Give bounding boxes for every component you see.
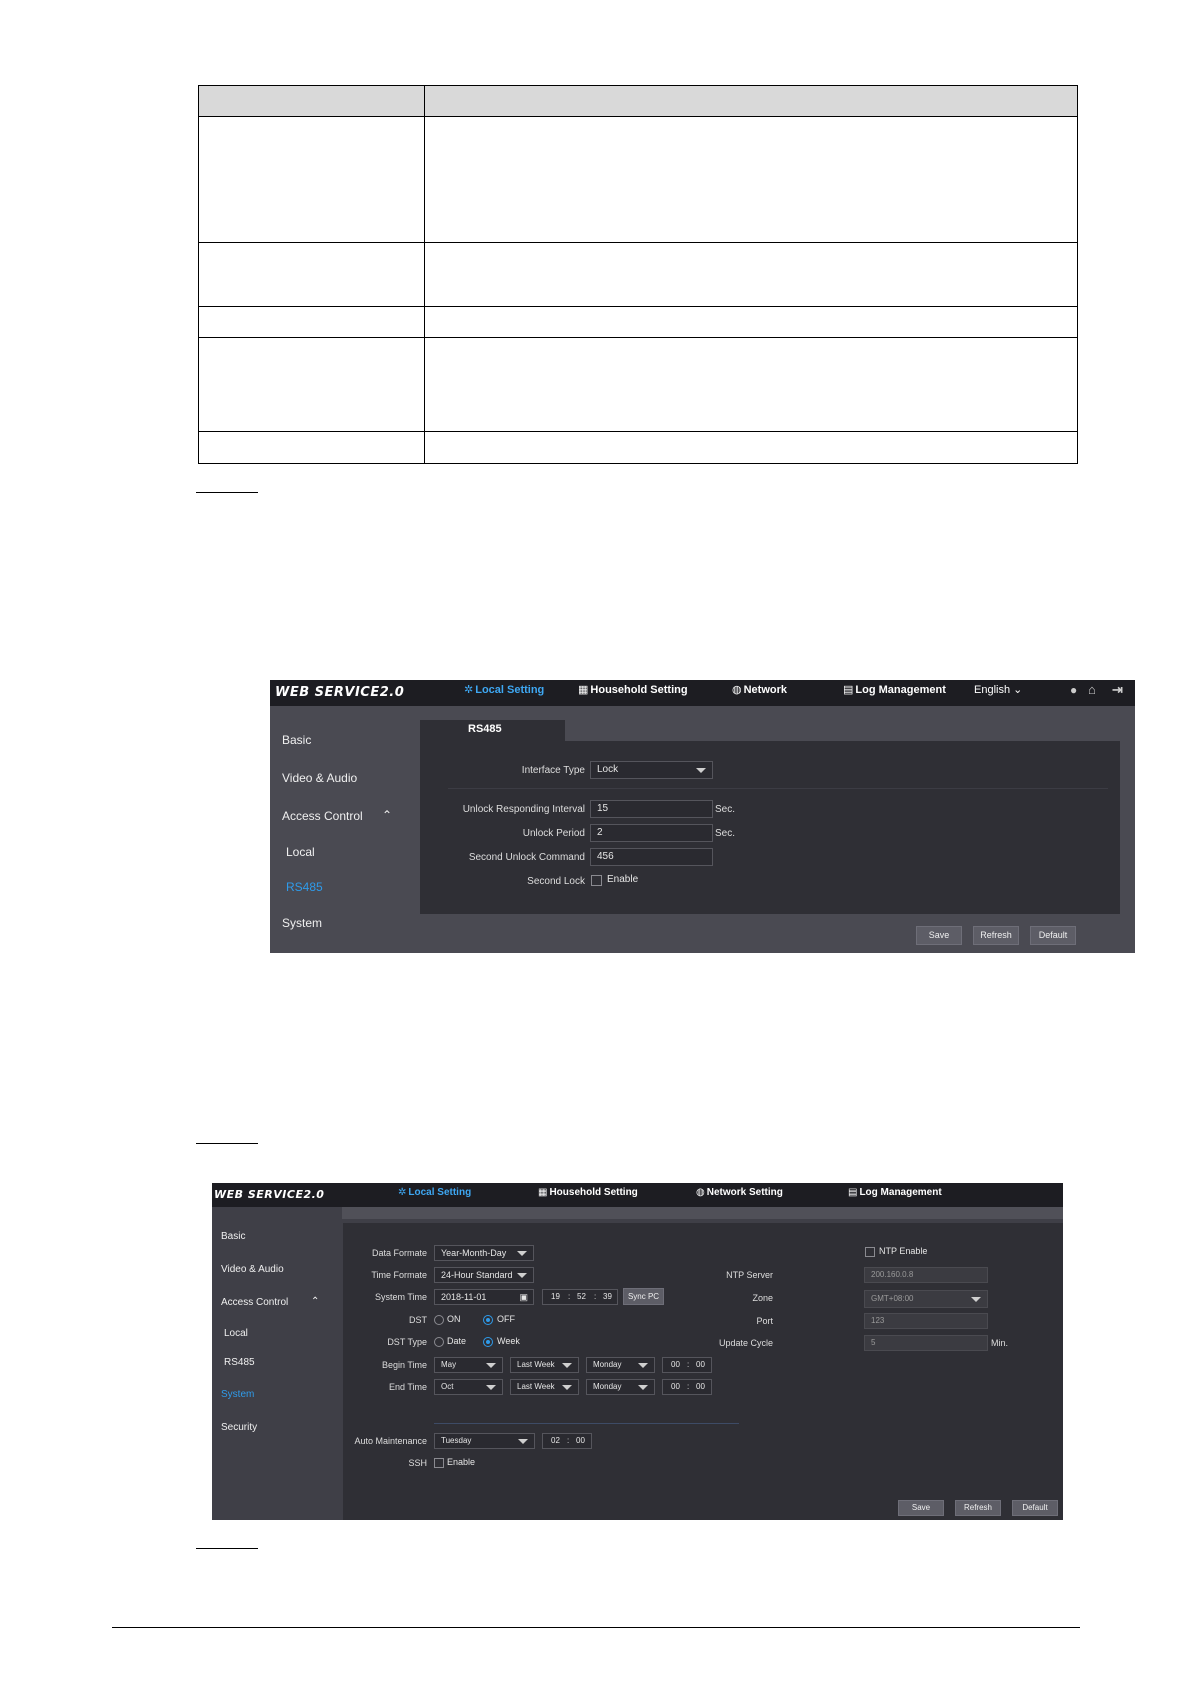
time-format-label: Time Formate <box>371 1270 427 1280</box>
save-button[interactable]: Save <box>898 1500 944 1516</box>
dropdown-caret-icon <box>971 1297 981 1302</box>
sidebar-item-video-audio[interactable]: Video & Audio <box>221 1264 284 1275</box>
unlock-period-input[interactable]: 2 <box>590 824 713 842</box>
sidebar-item-rs485[interactable]: RS485 <box>286 880 323 894</box>
end-time-input[interactable]: 00 : 00 <box>662 1379 712 1395</box>
building-icon: ▦ <box>578 684 589 696</box>
dst-off-label: OFF <box>497 1314 515 1324</box>
tab-rs485[interactable]: RS485 <box>420 720 565 742</box>
update-cycle-unit: Min. <box>991 1338 1009 1348</box>
sidebar-item-access-control[interactable]: Access Control <box>282 809 363 823</box>
second-lock-enable-label: Enable <box>607 874 639 885</box>
dropdown-caret-icon <box>518 1439 528 1444</box>
unlock-interval-input[interactable]: 15 <box>590 800 713 818</box>
second-unlock-command-label: Second Unlock Command <box>468 852 585 863</box>
dropdown-caret-icon <box>638 1363 648 1368</box>
ssh-label: SSH <box>408 1458 427 1468</box>
sidebar-item-local[interactable]: Local <box>286 845 315 859</box>
dst-on-radio[interactable] <box>434 1315 444 1325</box>
dropdown-caret-icon <box>696 768 706 773</box>
auto-maintenance-select[interactable]: Tuesday <box>434 1433 535 1449</box>
end-week-select[interactable]: Last Week <box>510 1379 579 1395</box>
dropdown-caret-icon <box>486 1363 496 1368</box>
system-screenshot <box>212 1183 1063 1520</box>
nav-household-setting[interactable]: ▦ Household Setting <box>578 680 688 700</box>
log-icon: ▤ <box>843 684 854 696</box>
dst-off-radio[interactable] <box>483 1315 493 1325</box>
nav-local-setting[interactable]: ✲ Local Setting <box>464 680 544 700</box>
dst-type-label: DST Type <box>387 1337 427 1347</box>
default-button[interactable]: Default <box>1012 1500 1058 1516</box>
sidebar-item-video-audio[interactable]: Video & Audio <box>282 771 358 785</box>
top-nav-bar <box>270 680 1135 706</box>
sub-header-strip <box>342 1207 1063 1219</box>
chevron-up-icon[interactable]: ⌃ <box>382 808 393 822</box>
refresh-button[interactable]: Refresh <box>973 926 1019 945</box>
maintenance-time-input[interactable]: 02 : 00 <box>542 1433 592 1449</box>
second-unlock-command-input[interactable]: 456 <box>590 848 713 866</box>
end-day-select[interactable]: Monday <box>586 1379 655 1395</box>
nav-log-management[interactable]: ▤ Log Management <box>848 1183 942 1203</box>
top-nav-bar <box>212 1183 1063 1207</box>
chevron-down-icon: ⌄ <box>1013 684 1023 696</box>
gear-icon: ✲ <box>398 1187 407 1198</box>
section-divider <box>448 788 1108 789</box>
dropdown-caret-icon <box>562 1385 572 1390</box>
table-header-row <box>199 86 1078 117</box>
table-row <box>199 338 1078 432</box>
nav-network-setting[interactable]: ◍ Network Setting <box>696 1183 783 1203</box>
section-divider <box>434 1423 739 1424</box>
ntp-server-label: NTP Server <box>726 1270 773 1280</box>
logout-icon[interactable]: ⇥ <box>1112 682 1123 697</box>
dst-label: DST <box>409 1315 427 1325</box>
port-label: Port <box>756 1316 773 1326</box>
sidebar-item-rs485[interactable]: RS485 <box>224 1357 255 1368</box>
dst-type-week-radio[interactable] <box>483 1337 493 1347</box>
dst-type-date-radio[interactable] <box>434 1337 444 1347</box>
rs485-screenshot <box>270 680 1135 953</box>
unlock-interval-unit: Sec. <box>715 804 736 815</box>
sidebar-item-basic[interactable]: Basic <box>221 1231 246 1242</box>
update-cycle-input[interactable]: 5 <box>864 1335 988 1351</box>
building-icon: ▦ <box>538 1187 548 1198</box>
table-row <box>199 432 1078 464</box>
app-logo: WEB SERVICE2.0 <box>214 1188 325 1201</box>
sidebar-item-security[interactable]: Security <box>221 1422 258 1433</box>
default-button[interactable]: Default <box>1030 926 1076 945</box>
system-date-input[interactable]: 2018-11-01 ▣ <box>434 1289 534 1305</box>
dropdown-caret-icon <box>517 1273 527 1278</box>
interface-type-label: Interface Type <box>521 765 585 776</box>
dropdown-caret-icon <box>517 1251 527 1256</box>
log-icon: ▤ <box>848 1187 858 1198</box>
sidebar-item-system[interactable]: System <box>221 1389 255 1400</box>
sync-pc-button[interactable]: Sync PC <box>623 1288 664 1305</box>
nav-network[interactable]: ◍ Network <box>732 680 787 700</box>
port-input[interactable]: 123 <box>864 1313 988 1329</box>
calendar-icon[interactable]: ▣ <box>519 1292 528 1302</box>
begin-month-select[interactable]: May <box>434 1357 503 1373</box>
dropdown-caret-icon <box>486 1385 496 1390</box>
nav-household-setting[interactable]: ▦ Household Setting <box>538 1183 638 1203</box>
zone-select[interactable]: GMT+08:00 <box>864 1290 988 1308</box>
ssh-checkbox[interactable] <box>434 1458 444 1468</box>
interface-type-select[interactable]: Lock <box>590 761 713 779</box>
home-icon[interactable]: ⌂ <box>1088 682 1096 697</box>
system-time-label: System Time <box>374 1292 427 1302</box>
refresh-button[interactable]: Refresh <box>955 1500 1001 1516</box>
user-icon[interactable]: ● <box>1070 683 1078 697</box>
begin-day-select[interactable]: Monday <box>586 1357 655 1373</box>
gear-icon: ✲ <box>464 684 474 696</box>
end-time-label: End Time <box>388 1382 427 1392</box>
step-marker-rule <box>196 1548 258 1549</box>
time-format-select[interactable]: 24-Hour Standard <box>434 1267 534 1283</box>
data-format-select[interactable]: Year-Month-Day <box>434 1245 534 1261</box>
second-lock-checkbox[interactable] <box>591 875 602 886</box>
ntp-enable-label: NTP Enable <box>879 1246 928 1256</box>
globe-icon: ◍ <box>732 684 742 696</box>
sidebar-item-local[interactable]: Local <box>224 1328 248 1339</box>
dst-type-week-label: Week <box>497 1336 520 1346</box>
table-row <box>199 307 1078 338</box>
dst-on-label: ON <box>447 1314 461 1324</box>
table-row <box>199 117 1078 243</box>
nav-log-management[interactable]: ▤ Log Management <box>843 680 946 700</box>
begin-time-label: Begin Time <box>381 1360 427 1370</box>
globe-icon: ◍ <box>696 1187 705 1198</box>
dst-type-date-label: Date <box>447 1336 467 1346</box>
begin-week-select[interactable]: Last Week <box>510 1357 579 1373</box>
dropdown-caret-icon <box>562 1363 572 1368</box>
table-row <box>199 243 1078 307</box>
unlock-period-label: Unlock Period <box>522 828 585 839</box>
data-format-label: Data Formate <box>371 1248 427 1258</box>
update-cycle-label: Update Cycle <box>718 1338 773 1348</box>
step-marker-rule <box>196 492 258 493</box>
ntp-server-input[interactable]: 200.160.0.8 <box>864 1267 988 1283</box>
ntp-enable-checkbox[interactable] <box>865 1247 875 1257</box>
dropdown-caret-icon <box>638 1385 648 1390</box>
language-select[interactable]: English ⌄ <box>974 684 1023 696</box>
ssh-enable-label: Enable <box>447 1457 476 1467</box>
end-month-select[interactable]: Oct <box>434 1379 503 1395</box>
sidebar-item-system[interactable]: System <box>282 916 323 930</box>
sidebar-item-basic[interactable]: Basic <box>282 733 312 747</box>
auto-maintenance-label: Auto Maintenance <box>354 1436 427 1446</box>
sidebar-item-access-control[interactable]: Access Control <box>221 1297 289 1308</box>
app-logo: WEB SERVICE2.0 <box>275 685 405 700</box>
nav-local-setting[interactable]: ✲ Local Setting <box>398 1183 471 1203</box>
chevron-up-icon[interactable]: ⌃ <box>311 1296 320 1307</box>
footer-rule <box>112 1627 1080 1628</box>
zone-label: Zone <box>752 1293 773 1303</box>
system-time-input[interactable]: 19 : 52 : 39 <box>542 1289 618 1305</box>
unlock-interval-label: Unlock Responding Interval <box>462 804 585 815</box>
step-marker-rule <box>196 1143 258 1144</box>
second-lock-label: Second Lock <box>527 876 585 887</box>
parameter-table <box>198 85 1078 464</box>
save-button[interactable]: Save <box>916 926 962 945</box>
unlock-period-unit: Sec. <box>715 828 736 839</box>
begin-time-input[interactable]: 00 : 00 <box>662 1357 712 1373</box>
